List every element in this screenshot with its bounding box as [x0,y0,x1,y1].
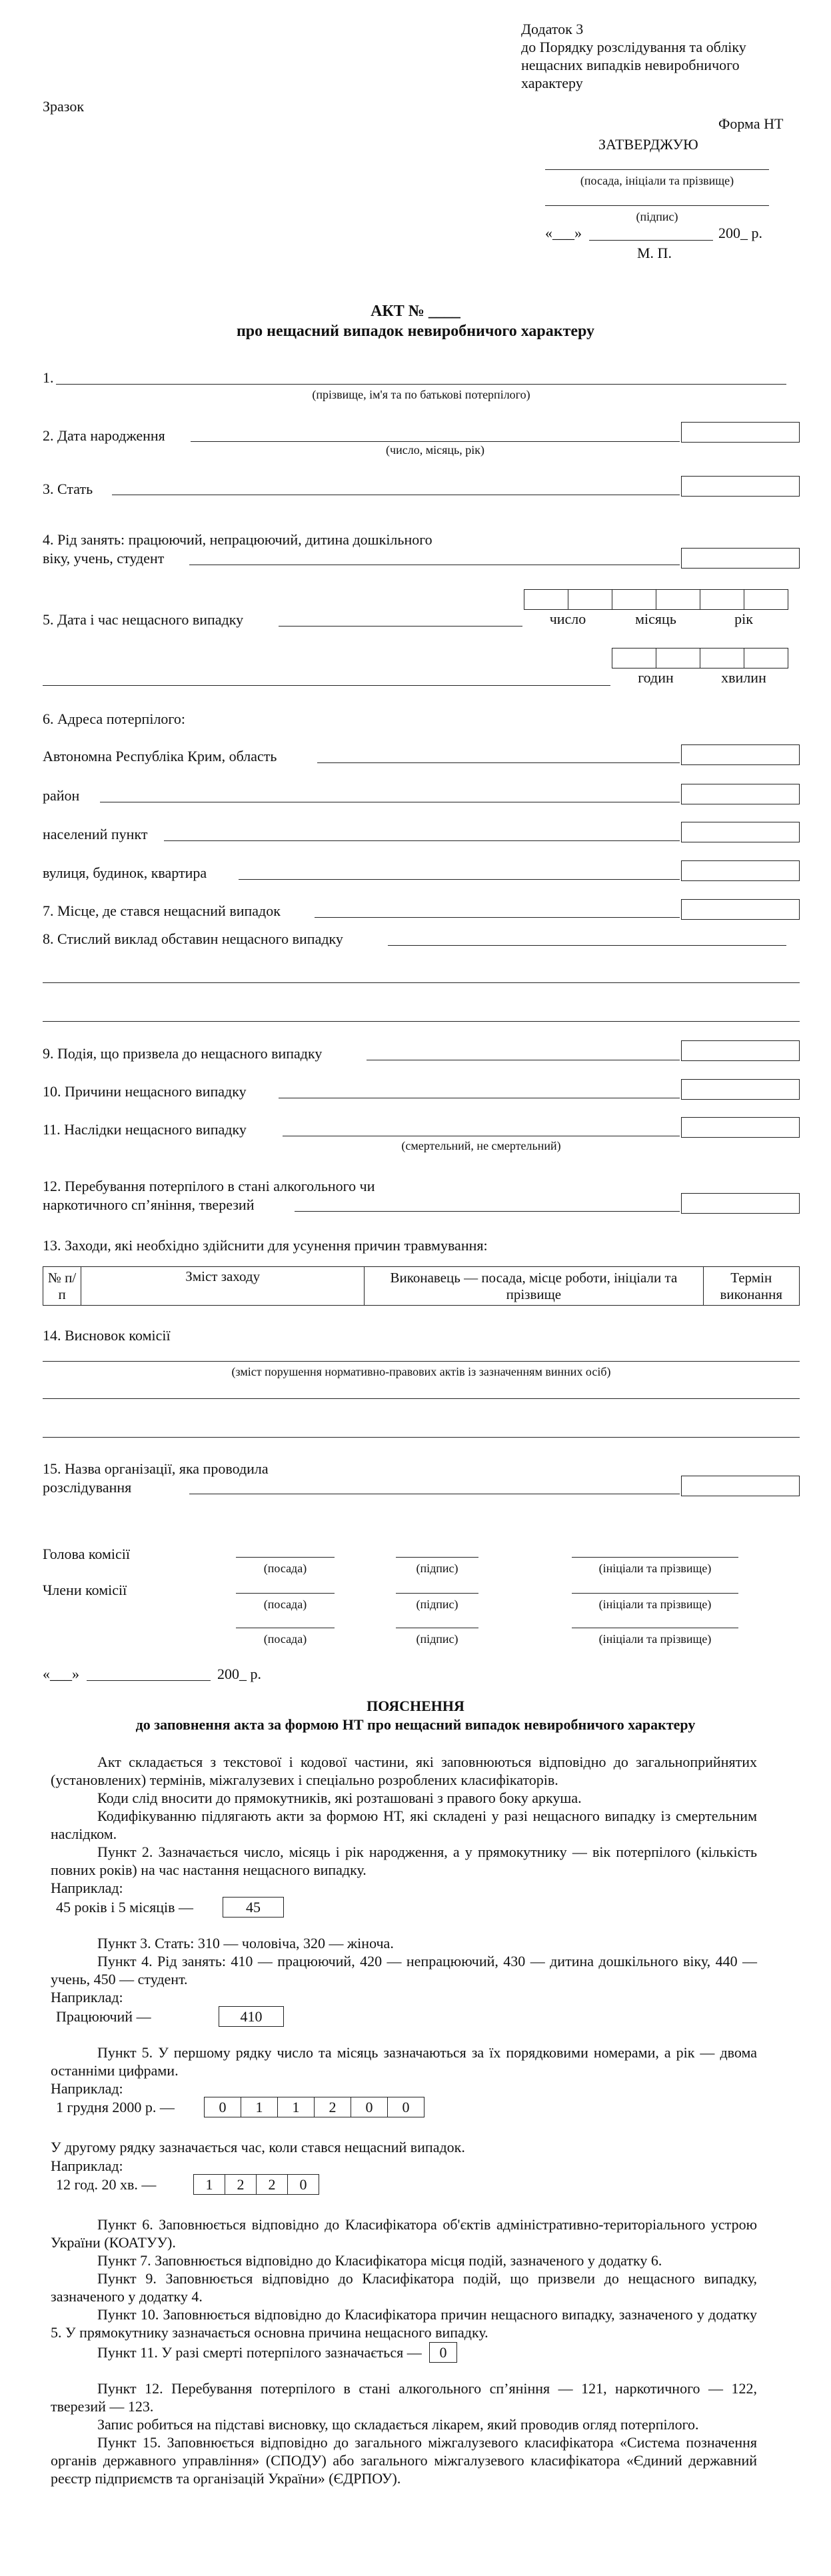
occupation-code-box[interactable] [681,548,800,569]
address-street-code-box[interactable] [681,860,800,881]
explain-title: ПОЯСНЕННЯ [367,1698,464,1714]
year-digit-1[interactable] [700,589,744,610]
approve-date-year: 200_ р. [718,225,762,241]
explain-paragraph: Пункт 5. У першому рядку число та місяць зазначаються за їх порядковими номерами, а рік — двома останніми цифрами. [51,2044,757,2079]
explain-paragraph: Запис робиться на підставі висновку, що складається лікарем, який проводив огляд потерпілого. [97,2416,699,2433]
address-settlement-code-box[interactable] [681,822,800,842]
day-caption: число [549,611,586,627]
form-name: Форма НТ [718,115,784,132]
address-region-line[interactable] [317,762,680,763]
head-signature-line[interactable] [396,1557,478,1558]
example-1-box: 45 [223,1897,284,1918]
accident-datetime-label: 5. Дата і час нещасного випадку [43,611,244,628]
day-digit-1[interactable] [524,589,568,610]
member-2-name-caption: (ініціали та прізвище) [598,1632,712,1646]
address-region-label: Автономна Республіка Крим, область [43,748,277,764]
hour-digit-1[interactable] [612,648,656,668]
head-name-caption: (ініціали та прізвище) [598,1562,712,1575]
address-label: 6. Адреса потерпілого: [43,710,186,727]
explain-paragraph: Пункт 4. Рід занять: 410 — працюючий, 420 — непрацюючий, 430 — дитина дошкільного віку, 440 — учень, 450 — студент. [51,1953,757,1987]
address-settlement-label: населений пункт [43,826,148,842]
example-3-cell: 2 [314,2097,351,2117]
minute-digit-1[interactable] [700,648,744,668]
accident-datetime-line[interactable] [279,626,522,627]
explain-paragraph: Акт складається з текстової і кодової частини, які заповнюються відповідно до загальноприйнятих (установлених) термінів, міжгалузевих і спеціально розроблених класифікаторів. [51,1754,757,1788]
victim-name-line[interactable] [56,384,786,385]
accident-time-line[interactable] [43,685,610,686]
gender-label: 3. Стать [43,481,93,497]
place-line[interactable] [315,917,680,918]
birth-date-caption: (число, місяць, рік) [386,443,484,457]
measures-col-content: Зміст заходу [81,1267,365,1306]
example-4-cell: 2 [256,2174,288,2195]
event-label: 9. Подія, що призвела до нещасного випадку [43,1045,323,1062]
victim-name-caption: (прізвище, ім'я та по батькові потерпілого) [312,388,530,401]
address-region-code-box[interactable] [681,744,800,765]
conclusion-line-3[interactable] [43,1437,800,1438]
field-1-number: 1. [43,369,54,386]
year-caption: рік [734,611,753,627]
circumstances-label: 8. Стислий виклад обставин нещасного випадку [43,930,343,947]
stamp-place: М. П. [637,245,672,261]
place-code-box[interactable] [681,899,800,920]
birth-date-line[interactable] [191,441,680,442]
member-1-name-line[interactable] [572,1593,738,1594]
member-1-position-caption: (посада) [263,1598,307,1611]
day-digit-2[interactable] [568,589,612,610]
approve-title: ЗАТВЕРДЖУЮ [598,136,698,153]
organization-label-2: розслідування [43,1479,132,1496]
example-3-cell: 0 [351,2097,388,2117]
act-subtitle: про нещасний випадок невиробничого характеру [236,323,595,340]
measures-col-deadline: Термін виконання [703,1267,800,1306]
member-1-signature-line[interactable] [396,1593,478,1594]
example-label: Наприклад: [51,2157,123,2174]
measures-col-number: № п/п [43,1267,81,1306]
sample-label: Зразок [43,98,85,115]
example-3-cell: 0 [387,2097,424,2117]
appendix-line-4: характеру [521,75,583,91]
explain-paragraph: Пункт 3. Стать: 310 — чоловіча, 320 — жіноча. [97,1935,394,1951]
head-position-line[interactable] [236,1557,335,1558]
example-label: Наприклад: [51,2080,123,2097]
address-district-label: район [43,787,80,804]
explain-paragraph: Кодифікуванню підлягають акти за формою НТ, які складені у разі нещасного випадку із смертельним наслідком. [51,1808,757,1842]
event-code-box[interactable] [681,1040,800,1061]
commission-date-line[interactable] [87,1680,211,1681]
appendix-line-3: нещасних випадків невиробничого [521,57,740,73]
measures-table [43,1266,800,1306]
commission-date-day: «___» [43,1666,79,1682]
explain-subtitle: до заповнення акта за формою НТ про нещасний випадок невиробничого характеру [135,1716,696,1733]
head-name-line[interactable] [572,1557,738,1558]
organization-label-1: 15. Назва організації, яка проводила [43,1460,269,1477]
address-district-code-box[interactable] [681,784,800,804]
example-1-text: 45 років і 5 місяців — [56,1899,193,1916]
consequences-label: 11. Наслідки нещасного випадку [43,1121,247,1138]
gender-code-box[interactable] [681,476,800,497]
circumstances-line-1[interactable] [388,945,786,946]
measures-label: 13. Заходи, які необхідно здійснити для усунення причин травмування: [43,1237,488,1254]
act-title: АКТ № ____ [371,303,460,320]
year-digit-2[interactable] [744,589,788,610]
occupation-label-1: 4. Рід занять: працюючий, непрацюючий, дитина дошкільного [43,531,432,548]
conclusion-caption: (зміст порушення нормативно-правових актів із зазначенням винних осіб) [231,1365,611,1378]
example-label: Наприклад: [51,1989,123,2005]
approve-position-line[interactable] [545,169,769,170]
member-1-signature-caption: (підпис) [416,1598,458,1611]
explain-paragraph: Пункт 2. Зазначається число, місяць і рік народження, а у прямокутнику — вік потерпілого (кількість повних років) на час настання нещасного випадку. [51,1844,757,1878]
intoxication-label-2: наркотичного сп’яніння, тверезий [43,1196,255,1213]
place-label: 7. Місце, де стався нещасний випадок [43,902,281,919]
explain-point-11-text: Пункт 11. У разі смерті потерпілого зазначається — [97,2344,422,2361]
intoxication-line[interactable] [295,1211,680,1212]
example-2-box: 410 [219,2006,284,2027]
example-4-cell: 1 [193,2174,225,2195]
organization-code-box[interactable] [681,1476,800,1496]
example-3-cell: 1 [277,2097,315,2117]
head-signature-caption: (підпис) [416,1562,458,1575]
commission-members-label: Члени комісії [43,1582,127,1598]
approve-date-day: «___» [545,225,582,241]
explain-paragraph: Пункт 9. Заповнюється відповідно до Класифікатора подій, що призвели до нещасного випадку, зазначеного у додатку 4. [51,2270,757,2305]
head-position-caption: (посада) [263,1562,307,1575]
consequences-caption: (смертельний, не смертельний) [401,1139,561,1152]
commission-head-label: Голова комісії [43,1546,131,1562]
birth-date-code-box[interactable] [681,422,800,443]
month-digit-2[interactable] [656,589,700,610]
intoxication-code-box[interactable] [681,1193,800,1214]
consequences-code-box[interactable] [681,1117,800,1138]
explain-point-11-box: 0 [429,2342,457,2363]
month-caption: місяць [635,611,676,627]
address-street-label: вулиця, будинок, квартира [43,864,207,881]
example-3-text: 1 грудня 2000 р. — [56,2099,175,2115]
circumstances-line-3[interactable] [43,1021,800,1022]
member-2-position-caption: (посада) [263,1632,307,1646]
causes-label: 10. Причини нещасного випадку [43,1083,247,1100]
conclusion-label: 14. Висновок комісії [43,1327,171,1344]
birth-date-label: 2. Дата народження [43,427,165,444]
conclusion-line-1[interactable] [43,1361,800,1362]
explain-paragraph: Пункт 12. Перебування потерпілого в стані алкогольного сп’яніння — 121, наркотичного — 122, тверезий — 123. [51,2380,757,2415]
member-1-position-line[interactable] [236,1593,335,1594]
example-4-cell: 2 [225,2174,257,2195]
circumstances-line-2[interactable] [43,982,800,983]
approve-position-caption: (посада, ініціали та прізвище) [580,174,734,187]
occupation-label-2: віку, учень, студент [43,550,165,567]
explain-paragraph: Коди слід вносити до прямокутників, які розташовані з правого боку аркуша. [97,1790,582,1806]
hour-digit-2[interactable] [656,648,700,668]
intoxication-label-1: 12. Перебування потерпілого в стані алкогольного чи [43,1178,375,1194]
minutes-caption: хвилин [721,669,766,686]
example-3-cell: 1 [241,2097,278,2117]
member-1-name-caption: (ініціали та прізвище) [598,1598,712,1611]
address-street-line[interactable] [239,879,680,880]
appendix-line-2: до Порядку розслідування та обліку [521,39,746,55]
explain-paragraph: Пункт 6. Заповнюється відповідно до Класифікатора об'єктів адміністративно-територіального устрою України (КОАТУУ). [51,2216,757,2251]
conclusion-line-2[interactable] [43,1398,800,1399]
explain-paragraph: Пункт 10. Заповнюється відповідно до Класифікатора причин нещасного випадку, зазначеного у додатку 5. У прямокутнику зазначається основна причина нещасного випадку. [51,2306,757,2341]
example-3-cell: 0 [204,2097,241,2117]
example-4-cell: 0 [287,2174,319,2195]
example-2-text: Працюючий — [56,2008,151,2025]
approve-signature-line[interactable] [545,205,769,206]
appendix-line-1: Додаток 3 [521,21,584,37]
explain-paragraph: У другому рядку зазначається час, коли стався нещасний випадок. [51,2139,465,2155]
commission-date-year: 200_ р. [217,1666,261,1682]
causes-code-box[interactable] [681,1079,800,1100]
minute-digit-2[interactable] [744,648,788,668]
approve-date-line[interactable] [589,240,713,241]
example-label: Наприклад: [51,1880,123,1896]
approve-signature-caption: (підпис) [636,210,678,223]
month-digit-1[interactable] [612,589,656,610]
hours-caption: годин [638,669,674,686]
address-settlement-line[interactable] [164,840,680,841]
explain-paragraph: Пункт 15. Заповнюється відповідно до загального міжгалузевого класифікатора «Система позначення органів державного управління» (СПОДУ) або загального міжгалузевого класифікатора «Єдиний державний реєстр підприємств та організацій України» (ЄДРПОУ). [51,2434,757,2487]
explain-paragraph: Пункт 7. Заповнюється відповідно до Класифікатора місця подій, зазначеного у додатку 6. [97,2252,662,2269]
measures-col-executor: Виконавець — посада, місце роботи, ініціали та прізвище [365,1267,703,1306]
example-4-text: 12 год. 20 хв. — [56,2176,157,2193]
member-2-signature-caption: (підпис) [416,1632,458,1646]
